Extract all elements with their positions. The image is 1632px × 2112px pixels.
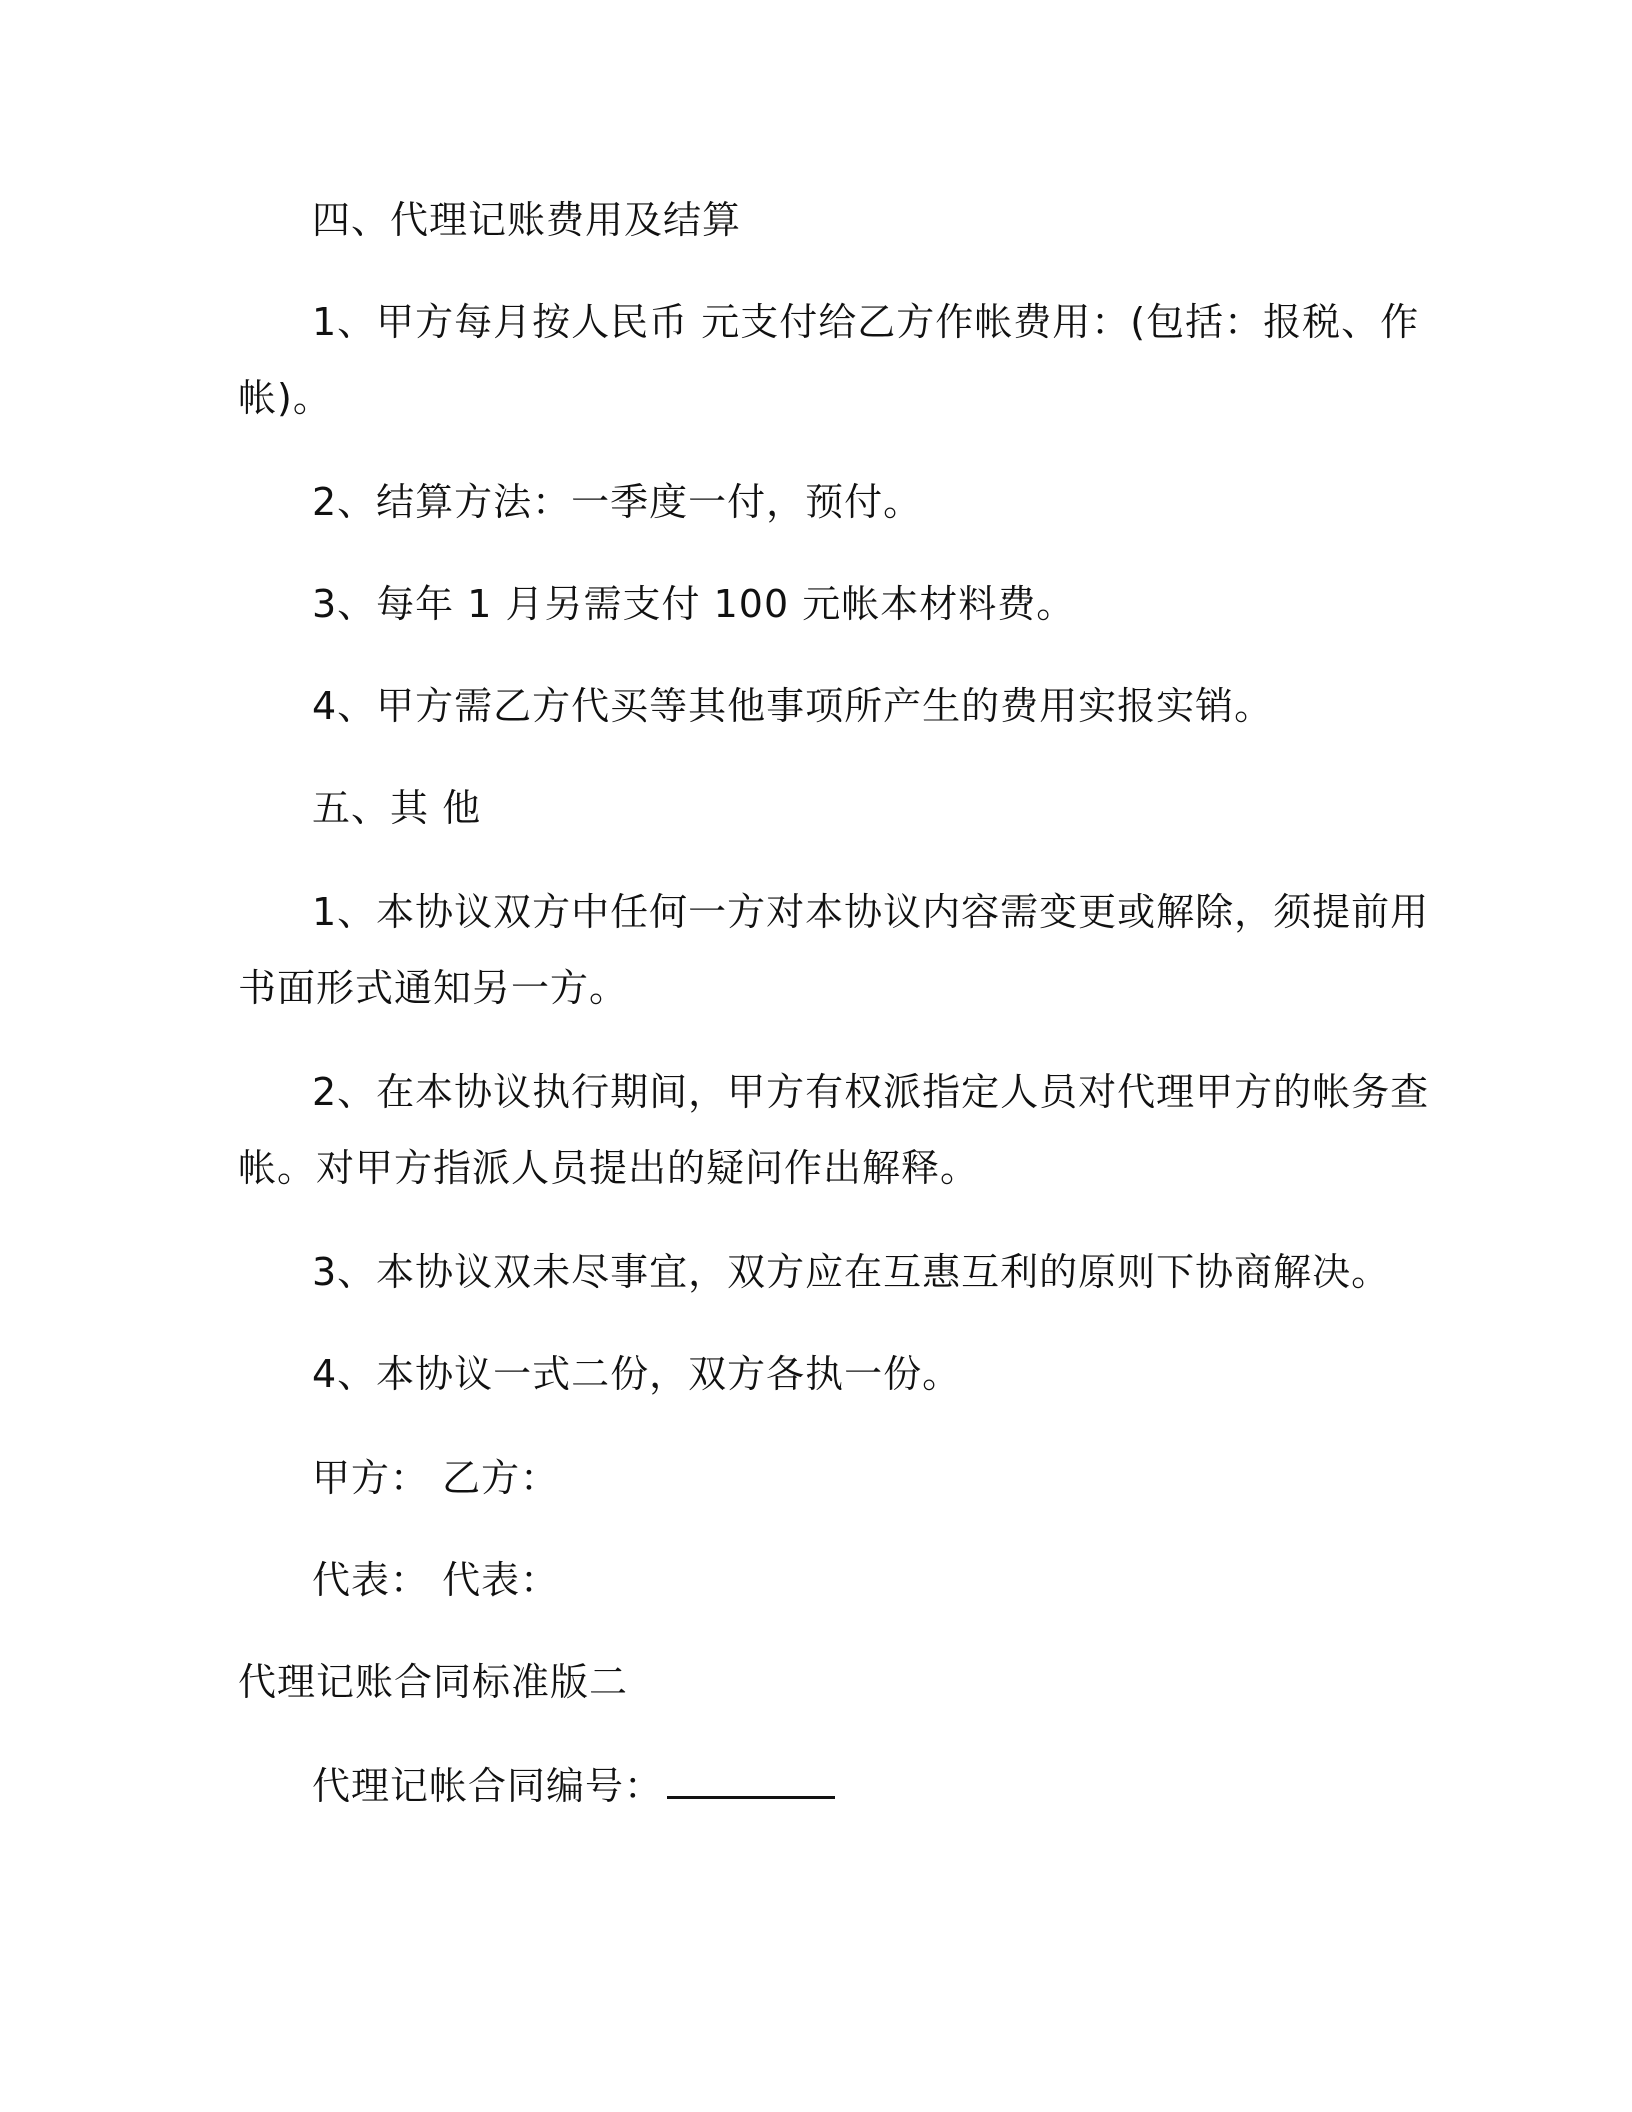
section-5-item-2-line-1: 2、在本协议执行期间，甲方有权派指定人员对代理甲方的帐务查 — [312, 1070, 1430, 1114]
contract-number-label: 代理记帐合同编号： — [312, 1764, 664, 1808]
section-5-heading: 五、其 他 — [312, 786, 482, 830]
section-5-item-1-line-2: 书面形式通知另一方。 — [238, 966, 629, 1010]
section-5-item-1-line-1: 1、本协议双方中任何一方对本协议内容需变更或解除，须提前用 — [312, 890, 1430, 934]
section-4-item-1-line-1: 1、甲方每月按人民币 元支付给乙方作帐费用：(包括：报税、作 — [312, 300, 1420, 344]
party-signature-line: 甲方： 乙方： — [312, 1456, 560, 1500]
section-5-item-4: 4、本协议一式二份，双方各执一份。 — [312, 1352, 962, 1396]
section-4-heading: 四、代理记账费用及结算 — [312, 198, 742, 242]
section-5-item-3: 3、本协议双未尽事宜，双方应在互惠互利的原则下协商解决。 — [312, 1250, 1391, 1294]
representative-signature-line: 代表： 代表： — [312, 1558, 560, 1602]
section-4-item-2: 2、结算方法：一季度一付，预付。 — [312, 480, 923, 524]
second-contract-title: 代理记账合同标准版二 — [238, 1660, 629, 1704]
section-4-item-1-line-2: 帐)。 — [238, 376, 332, 420]
section-4-item-3: 3、每年 1 月另需支付 100 元帐本材料费。 — [312, 582, 1076, 626]
contract-number-blank[interactable] — [667, 1760, 835, 1799]
section-5-item-2-line-2: 帐。对甲方指派人员提出的疑问作出解释。 — [238, 1146, 980, 1190]
section-4-item-4: 4、甲方需乙方代买等其他事项所产生的费用实报实销。 — [312, 684, 1274, 728]
contract-number-line — [312, 1760, 835, 1810]
